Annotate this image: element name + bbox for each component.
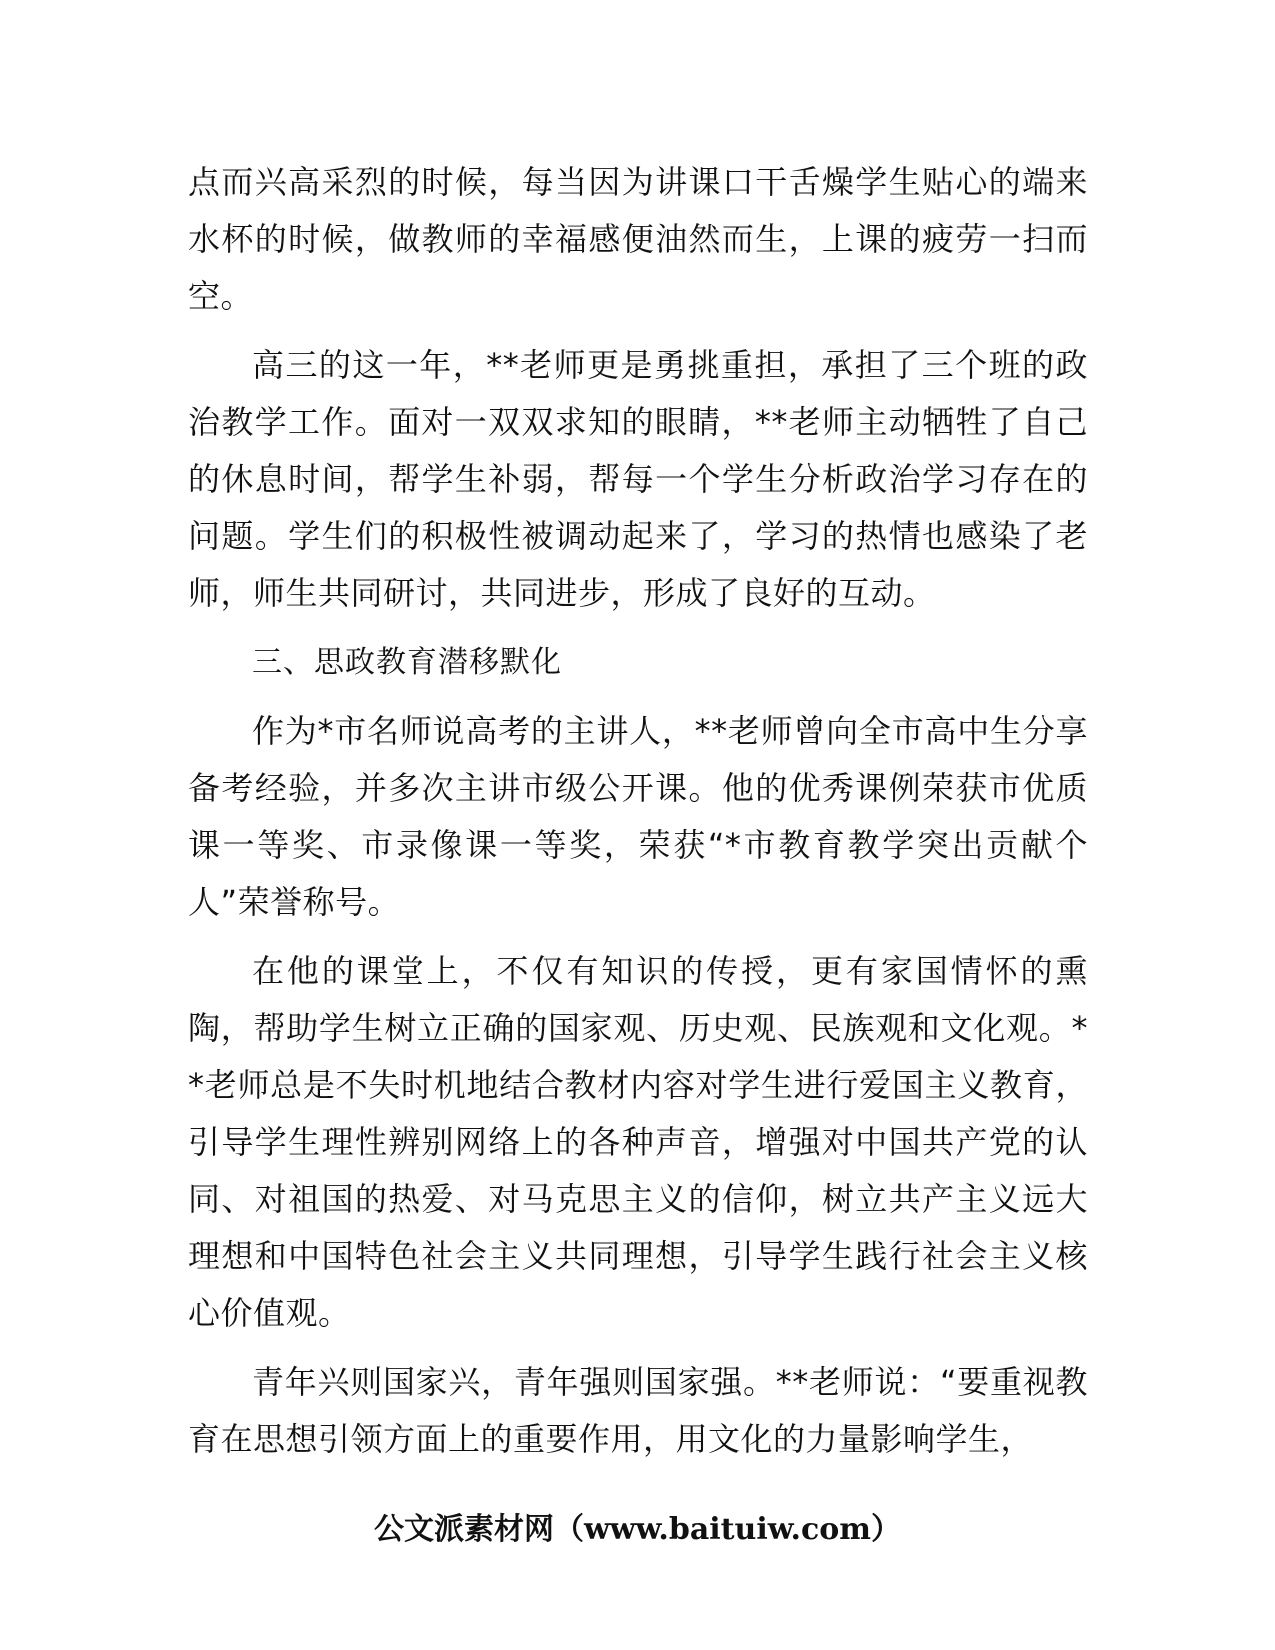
paragraph-lecturer: 作为*市名师说高考的主讲人，**老师曾向全市高中生分享备考经验，并多次主讲市级公开课。他的优秀课例荣获市优质课一等奖、市录像课一等奖，荣获“*市教育教学突出贡献个人”荣誉称号。 xyxy=(188,712,1088,921)
section-heading: 三、思政教育潜移默化 xyxy=(252,645,562,680)
paragraph-classroom: 在他的课堂上，不仅有知识的传授，更有家国情怀的熏陶，帮助学生树立正确的国家观、历史观、民族观和文化观。**老师总是不失时机地结合教材内容对学生进行爱国主义教育，引导学生理性辨别网络上的各种声音，增强对中国共产党的认同、对祖国的热爱、对马克思主义的信仰，树立共产主义远大理想和中国特色社会主义共同理想，引导学生践行社会主义核心价值观。 xyxy=(188,952,1088,1332)
paragraph-continuation: 点而兴高采烈的时候，每当因为讲课口干舌燥学生贴心的端来水杯的时候，做教师的幸福感便油然而生，上课的疲劳一扫而空。 xyxy=(188,163,1088,315)
document-body xyxy=(188,154,1088,1480)
paragraph-youth: 青年兴则国家兴，青年强则国家强。**老师说：“要重视教育在思想引领方面上的重要作用，用文化的力量影响学生， xyxy=(188,1363,1088,1458)
footer-watermark: 公文派素材网（www.baituiw.com） xyxy=(373,1512,902,1547)
paragraph-senior-year: 高三的这一年，**老师更是勇挑重担，承担了三个班的政治教学工作。面对一双双求知的眼睛，**老师主动牺牲了自己的休息时间，帮学生补弱，帮每一个学生分析政治学习存在的问题。学生们的积极性被调动起来了，学习的热情也感染了老师，师生共同研讨，共同进步，形成了良好的互动。 xyxy=(188,346,1088,612)
